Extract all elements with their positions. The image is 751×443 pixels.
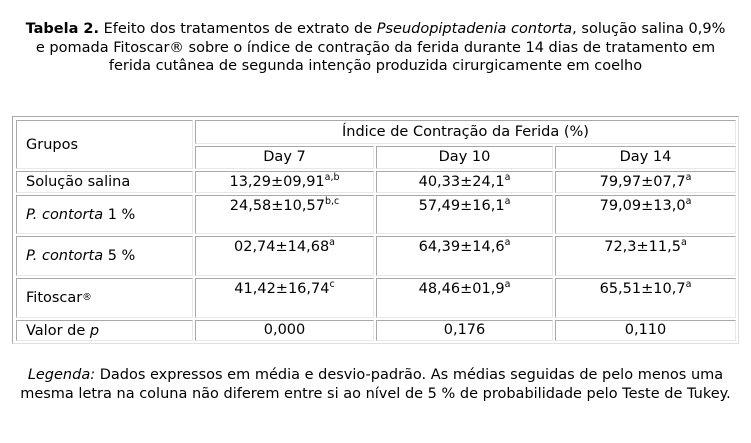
cell-letters: a (685, 279, 692, 291)
caption-species: Pseudopiptadenia contorta (376, 21, 573, 37)
cell-value: 48,46±01,9 (418, 281, 505, 297)
header-grupos-label: Grupos (26, 136, 79, 153)
table-legend (20, 366, 731, 403)
row-3-group-dose: 5 % (103, 248, 136, 264)
cell-value: 02,74±14,68 (234, 239, 330, 255)
pvalue-row-label (16, 320, 193, 341)
cell-value: 24,58±10,57 (229, 198, 325, 214)
row-2-group-dose: 1 % (103, 206, 136, 223)
cell-value: 40,33±24,1 (418, 174, 505, 190)
cell-value: 41,42±16,74 (234, 281, 330, 297)
cell-letters: a (685, 196, 692, 208)
row-1-group-label: Solução salina (26, 174, 131, 190)
pvalue-day-10: 0,176 (376, 320, 553, 341)
cell-letters: a (504, 237, 511, 249)
row-1-group (16, 171, 193, 193)
cell-value: 79,97±07,7 (599, 174, 686, 190)
row-3-day-7 (195, 236, 374, 276)
row-1-day-14 (555, 171, 736, 193)
row-4-day-7 (195, 278, 374, 318)
pvalue-day-14: 0,110 (555, 320, 736, 341)
row-4-day-14 (555, 278, 736, 318)
caption-text-2: , solução salina 0,9% e pomada Fitoscar® sobre o índice de contração da ferida durante 14 dias de tratamento em ferida cutânea de segunda intenção produzida cirurgicamente em coelho (35, 21, 726, 74)
cell-letters: a (685, 172, 692, 184)
cell-letters: b,c (324, 196, 340, 208)
row-1-day-7 (195, 171, 374, 193)
cell-letters: a (504, 196, 511, 208)
pvalue-label-text: Valor de (26, 322, 90, 339)
row-2-group-species: P. contorta (26, 206, 104, 223)
row-4-day-10 (376, 278, 553, 318)
row-4-group-label: Fitoscar (26, 290, 83, 306)
legend-label: Legenda: (27, 367, 96, 383)
results-table (12, 116, 739, 344)
header-day-7: Day 7 (195, 146, 374, 169)
cell-value: 64,39±14,6 (418, 239, 505, 255)
row-2-day-10 (376, 195, 553, 234)
cell-letters: c (329, 279, 335, 291)
row-2-day-7 (195, 195, 374, 234)
header-index: Índice de Contração da Ferida (%) (195, 120, 736, 144)
cell-letters: a (680, 237, 687, 249)
legend-text: Dados expressos em média e desvio-padrão. As médias seguidas de pelo menos uma mesma letra na coluna não diferem entre si ao nível de 5 % de probabilidade pelo Teste de Tukey. (20, 367, 731, 402)
pvalue-symbol: p (89, 322, 100, 339)
header-day-10: Day 10 (376, 146, 553, 169)
cell-value: 72,3±11,5 (604, 239, 681, 255)
row-1-day-10 (376, 171, 553, 193)
cell-letters: a (504, 172, 511, 184)
cell-letters: a (504, 279, 511, 291)
caption-text-1: Efeito dos tratamentos de extrato de (99, 21, 377, 37)
row-3-day-14 (555, 236, 736, 276)
row-4-group: Fitoscar ® (16, 278, 193, 318)
table-caption (20, 20, 731, 76)
cell-value: 13,29±09,91 (229, 174, 325, 190)
row-2-group (16, 195, 193, 234)
cell-letters: a,b (324, 172, 340, 184)
row-3-group (16, 236, 193, 276)
cell-value: 57,49±16,1 (418, 198, 505, 214)
cell-value: 65,51±10,7 (599, 281, 686, 297)
header-grupos (16, 120, 193, 169)
pvalue-day-7: 0,000 (195, 320, 374, 341)
cell-letters: a (329, 237, 335, 249)
row-3-day-10 (376, 236, 553, 276)
row-3-group-species: P. contorta (26, 248, 104, 264)
header-day-14: Day 14 (555, 146, 736, 169)
cell-value: 79,09±13,0 (599, 198, 686, 214)
caption-label: Tabela 2. (25, 21, 100, 37)
row-2-day-14 (555, 195, 736, 234)
